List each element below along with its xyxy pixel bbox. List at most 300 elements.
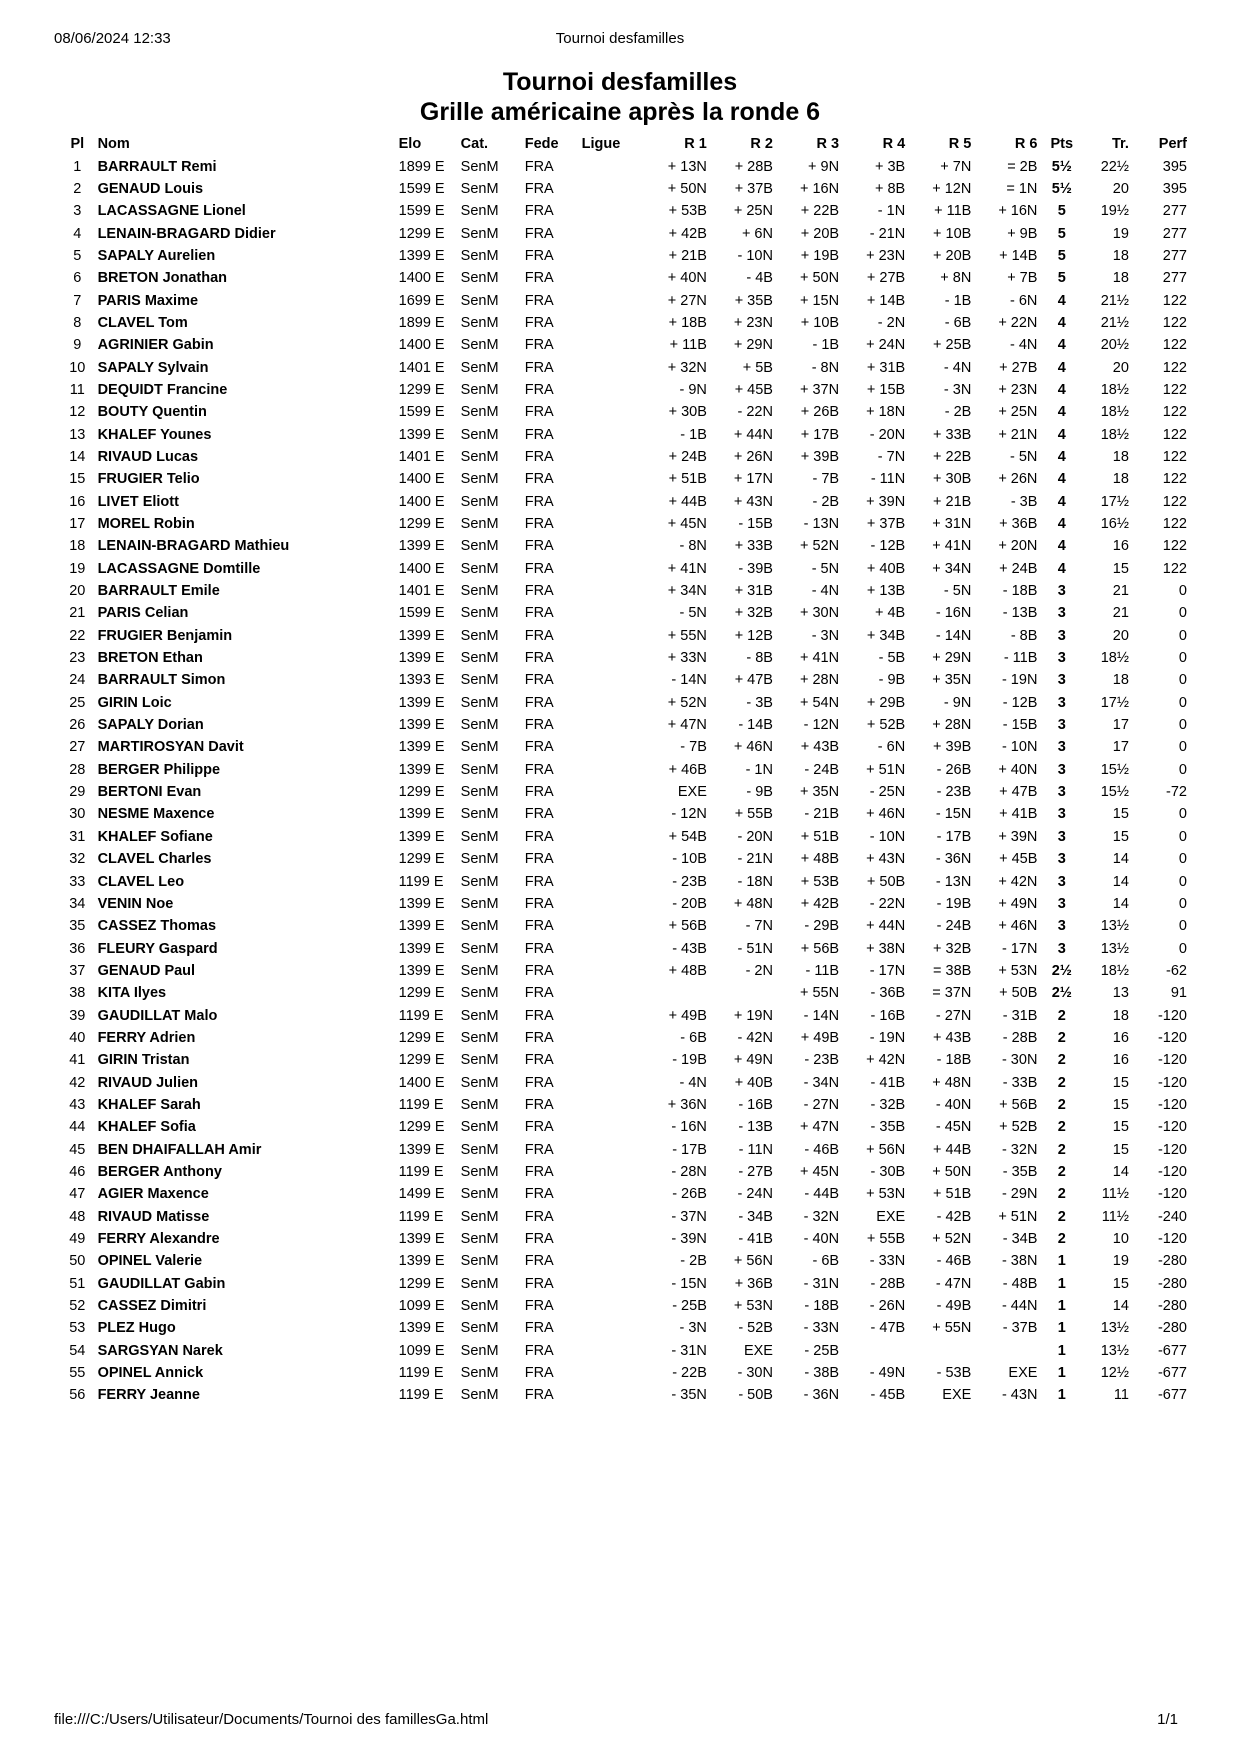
cell-league — [579, 1250, 644, 1272]
cell-tiebreak: 20 — [1112, 627, 1129, 644]
cell-place: 55 — [69, 1365, 86, 1382]
cell-category: SenM — [460, 717, 499, 734]
cell-round-5: + 25B — [933, 337, 972, 354]
cell-name: BARRAULT Simon — [97, 672, 226, 689]
table-row — [60, 937, 1190, 959]
cell-elo: 1399 E — [398, 694, 445, 711]
cell-round-2: + 6N — [741, 225, 773, 242]
table-row — [60, 155, 1190, 177]
cell-category: SenM — [460, 1208, 499, 1225]
cell-category: SenM — [460, 1253, 499, 1270]
cell-round-5: + 52N — [932, 1231, 972, 1248]
cell-performance: -677 — [1157, 1365, 1187, 1382]
table-row — [60, 222, 1190, 244]
cell-round-3: + 52N — [799, 538, 840, 555]
cell-round-6: - 33B — [1002, 1074, 1038, 1091]
cell-round-5: - 23B — [936, 784, 972, 801]
print-datetime: 08/06/2024 12:33 — [54, 30, 171, 47]
table-row — [60, 312, 1190, 334]
cell-league — [579, 1317, 644, 1339]
cell-league — [579, 982, 644, 1004]
cell-place: 21 — [69, 605, 86, 622]
cell-round-5: - 49B — [936, 1298, 972, 1315]
cell-round-4: - 12B — [870, 538, 906, 555]
cell-elo: 1899 E — [398, 314, 445, 331]
cell-elo: 1899 E — [398, 158, 445, 175]
cell-league — [579, 826, 644, 848]
cell-tiebreak: 15 — [1112, 1141, 1129, 1158]
cell-name: CLAVEL Leo — [97, 873, 185, 890]
cell-federation: FRA — [524, 940, 554, 957]
cell-round-5: + 20B — [933, 247, 972, 264]
cell-tiebreak: 15 — [1112, 828, 1129, 845]
cell-elo: 1399 E — [398, 806, 445, 823]
cell-round-5: + 48N — [932, 1074, 972, 1091]
cell-performance: -120 — [1157, 1007, 1187, 1024]
cell-round-4: - 35B — [870, 1119, 906, 1136]
cell-round-5: - 45N — [935, 1119, 972, 1136]
cell-tiebreak: 15½ — [1100, 784, 1129, 801]
cell-performance: 122 — [1162, 314, 1187, 331]
cell-points: 3 — [1057, 583, 1066, 600]
cell-elo: 1399 E — [398, 1320, 445, 1337]
cell-place: 24 — [69, 672, 86, 689]
cell-performance: -677 — [1157, 1342, 1187, 1359]
cell-federation: FRA — [524, 784, 554, 801]
cell-round-3: + 43B — [800, 739, 840, 756]
cell-place: 8 — [73, 314, 82, 331]
cell-place: 6 — [73, 270, 82, 287]
cell-round-4: - 25N — [869, 784, 906, 801]
cell-place: 40 — [69, 1029, 86, 1046]
table-row — [60, 714, 1190, 736]
cell-round-4: - 26N — [869, 1298, 906, 1315]
cell-elo: 1299 E — [398, 1052, 445, 1069]
cell-place: 18 — [69, 538, 86, 555]
cell-place: 32 — [69, 851, 86, 868]
table-row — [60, 423, 1190, 445]
cell-round-4: + 13B — [866, 583, 906, 600]
cell-federation: FRA — [524, 337, 554, 354]
cell-federation: FRA — [524, 895, 554, 912]
cell-performance: 0 — [1178, 761, 1187, 778]
cell-round-2: - 7N — [745, 918, 773, 935]
cell-round-2: - 4B — [746, 270, 773, 287]
cell-name: BRETON Jonathan — [97, 270, 228, 287]
cell-points: 4 — [1057, 493, 1066, 510]
col-pts-header: Pts — [1050, 136, 1074, 153]
cell-round-2: - 1N — [745, 761, 773, 778]
cell-round-4: - 11N — [870, 471, 906, 488]
cell-category: SenM — [460, 1007, 499, 1024]
cell-tiebreak: 21½ — [1100, 292, 1129, 309]
cell-place: 27 — [69, 739, 86, 756]
cell-performance: 122 — [1162, 426, 1187, 443]
cell-tiebreak: 20 — [1112, 180, 1129, 197]
cell-federation: FRA — [524, 1365, 554, 1382]
cell-round-6: - 48B — [1002, 1275, 1038, 1292]
cell-round-3: - 29B — [804, 918, 840, 935]
cell-round-5: - 2B — [944, 404, 972, 421]
cell-place: 51 — [69, 1275, 86, 1292]
cell-points: 2 — [1057, 1096, 1066, 1113]
cell-league — [579, 580, 644, 602]
cell-category: SenM — [460, 493, 499, 510]
cell-place: 29 — [69, 784, 86, 801]
cell-league — [579, 155, 644, 177]
cell-round-6: + 20N — [998, 538, 1038, 555]
cell-points: 3 — [1057, 918, 1066, 935]
cell-performance: 0 — [1178, 650, 1187, 667]
cell-federation: FRA — [524, 1342, 554, 1359]
cell-league — [579, 1071, 644, 1093]
cell-round-2: - 8B — [746, 650, 773, 667]
cell-round-6: - 17N — [1001, 940, 1038, 957]
cell-round-1: - 20B — [672, 895, 707, 912]
cell-elo: 1399 E — [398, 739, 445, 756]
cell-category: SenM — [460, 806, 499, 823]
cell-name: CASSEZ Dimitri — [97, 1298, 207, 1315]
cell-round-6: - 31B — [1002, 1007, 1038, 1024]
table-row — [60, 1384, 1190, 1406]
cell-federation: FRA — [524, 828, 554, 845]
cell-round-4: - 49N — [869, 1365, 906, 1382]
cell-round-3: + 45N — [799, 1163, 840, 1180]
cell-round-1: + 32N — [667, 359, 707, 376]
cell-round-2: - 20N — [737, 828, 773, 845]
cell-federation: FRA — [524, 761, 554, 778]
cell-federation: FRA — [524, 1275, 554, 1292]
cell-tiebreak: 18 — [1112, 448, 1129, 465]
cell-points: 4 — [1057, 292, 1066, 309]
cell-performance: -120 — [1157, 1029, 1187, 1046]
cell-place: 50 — [69, 1253, 86, 1270]
cell-place: 39 — [69, 1007, 86, 1024]
cell-round-4: + 43N — [866, 851, 906, 868]
col-elo-header: Elo — [398, 136, 422, 153]
cell-elo: 1599 E — [398, 605, 445, 622]
cell-league — [579, 960, 644, 982]
cell-tiebreak: 16½ — [1100, 516, 1129, 533]
cell-elo: 1399 E — [398, 828, 445, 845]
cell-category: SenM — [460, 359, 499, 376]
cell-performance: 0 — [1178, 605, 1187, 622]
cell-league — [579, 893, 644, 915]
table-row — [60, 625, 1190, 647]
cell-performance: 0 — [1178, 739, 1187, 756]
table-row — [60, 1094, 1190, 1116]
cell-points: 3 — [1057, 627, 1066, 644]
cell-points: 2 — [1057, 1052, 1066, 1069]
cell-federation: FRA — [524, 270, 554, 287]
cell-round-2: + 43N — [733, 493, 773, 510]
cell-round-4: - 21N — [869, 225, 906, 242]
cell-round-4: - 2N — [877, 314, 906, 331]
cell-name: LIVET Eliott — [97, 493, 179, 510]
cell-round-1: + 50N — [667, 180, 707, 197]
cell-round-1: - 7B — [680, 739, 707, 756]
table-row — [60, 267, 1190, 289]
cell-tiebreak: 20½ — [1100, 337, 1129, 354]
cell-round-1: - 9N — [679, 381, 707, 398]
col-tr-header: Tr. — [1112, 136, 1129, 153]
cell-elo: 1399 E — [398, 717, 445, 734]
cell-federation: FRA — [524, 314, 554, 331]
cell-place: 54 — [69, 1342, 86, 1359]
cell-performance: 0 — [1178, 627, 1187, 644]
cell-league — [579, 625, 644, 647]
cell-name: VENIN Noe — [97, 895, 174, 912]
page-subtitle: Grille américaine après la ronde 6 — [419, 98, 821, 126]
cell-round-1: + 40N — [667, 270, 707, 287]
cell-round-6: + 7B — [1007, 270, 1038, 287]
cell-round-3: + 55N — [799, 985, 840, 1002]
cell-round-2: + 46N — [733, 739, 773, 756]
standings-table — [60, 133, 1190, 1407]
cell-round-2: + 53N — [733, 1298, 773, 1315]
cell-round-3: + 22B — [800, 203, 840, 220]
cell-league — [579, 1183, 644, 1205]
cell-place: 15 — [69, 471, 86, 488]
cell-elo: 1599 E — [398, 203, 445, 220]
cell-round-5: + 55N — [932, 1320, 972, 1337]
cell-tiebreak: 18½ — [1100, 381, 1129, 398]
cell-tiebreak: 11 — [1113, 1387, 1129, 1404]
cell-federation: FRA — [524, 538, 554, 555]
cell-federation: FRA — [524, 1387, 554, 1404]
cell-federation: FRA — [524, 806, 554, 823]
cell-tiebreak: 15 — [1112, 1119, 1129, 1136]
table-row — [60, 446, 1190, 468]
cell-name: GIRIN Tristan — [97, 1052, 190, 1069]
table-row — [60, 1183, 1190, 1205]
cell-round-1: - 6B — [680, 1029, 707, 1046]
cell-name: BEN DHAIFALLAH Amir — [97, 1141, 262, 1158]
cell-federation: FRA — [524, 203, 554, 220]
col-fede-header: Fede — [524, 136, 559, 153]
cell-points: 5 — [1057, 270, 1066, 287]
cell-round-4 — [842, 1340, 908, 1362]
cell-league — [579, 781, 644, 803]
cell-round-1: - 10B — [672, 851, 707, 868]
cell-name: RIVAUD Matisse — [97, 1208, 210, 1225]
cell-round-1: + 42B — [668, 225, 707, 242]
cell-round-2: - 51N — [737, 940, 773, 957]
cell-federation: FRA — [524, 717, 554, 734]
cell-round-1: - 15N — [671, 1275, 707, 1292]
cell-category: SenM — [460, 426, 499, 443]
cell-round-6: + 56B — [999, 1096, 1038, 1113]
col-r4-header: R 4 — [882, 136, 906, 153]
cell-points: 3 — [1057, 873, 1066, 890]
cell-round-2: - 39B — [738, 560, 773, 577]
cell-round-1: + 34N — [667, 583, 707, 600]
cell-federation: FRA — [524, 1253, 554, 1270]
col-r1-header: R 1 — [684, 136, 707, 153]
cell-points: 2 — [1057, 1141, 1066, 1158]
cell-federation: FRA — [524, 739, 554, 756]
cell-category: SenM — [460, 627, 499, 644]
cell-round-4: - 41B — [870, 1074, 906, 1091]
cell-place: 48 — [69, 1208, 86, 1225]
cell-round-1: - 37N — [671, 1208, 707, 1225]
cell-round-5: EXE — [942, 1387, 972, 1404]
cell-elo: 1299 E — [398, 381, 445, 398]
cell-elo: 1399 E — [398, 940, 445, 957]
cell-round-5: - 19B — [936, 895, 972, 912]
cell-round-3: - 36N — [803, 1387, 840, 1404]
cell-name: FERRY Alexandre — [97, 1231, 220, 1248]
cell-category: SenM — [460, 203, 499, 220]
cell-performance: 91 — [1170, 985, 1187, 1002]
cell-name: BOUTY Quentin — [97, 404, 207, 421]
cell-tiebreak: 16 — [1112, 1029, 1129, 1046]
cell-league — [579, 1273, 644, 1295]
cell-round-6: - 29N — [1001, 1186, 1038, 1203]
cell-league — [579, 200, 644, 222]
cell-round-5: - 18B — [936, 1052, 972, 1069]
cell-round-1: + 21B — [668, 247, 707, 264]
cell-round-2: + 19N — [733, 1007, 773, 1024]
cell-league — [579, 1228, 644, 1250]
table-row — [60, 558, 1190, 580]
cell-performance: -280 — [1157, 1298, 1187, 1315]
cell-league — [579, 289, 644, 311]
cell-federation: FRA — [524, 627, 554, 644]
cell-round-2: + 37B — [734, 180, 773, 197]
cell-round-6: + 39N — [998, 828, 1038, 845]
cell-round-5: + 22B — [933, 448, 972, 465]
cell-round-6: EXE — [1008, 1365, 1038, 1382]
cell-round-2 — [710, 982, 776, 1004]
cell-league — [579, 915, 644, 937]
cell-points: 4 — [1057, 426, 1066, 443]
cell-category: SenM — [460, 404, 499, 421]
cell-round-2: + 29N — [733, 337, 773, 354]
cell-round-6: = 1N — [1006, 180, 1038, 197]
cell-category: SenM — [460, 1320, 499, 1337]
cell-performance: 395 — [1162, 158, 1187, 175]
cell-points: 3 — [1057, 605, 1066, 622]
table-row — [60, 334, 1190, 356]
table-row — [60, 781, 1190, 803]
cell-round-6: - 6N — [1010, 292, 1038, 309]
cell-category: SenM — [460, 314, 499, 331]
cell-round-6: + 49N — [998, 895, 1038, 912]
cell-round-5: + 10B — [933, 225, 972, 242]
cell-tiebreak: 21 — [1112, 605, 1129, 622]
cell-league — [579, 870, 644, 892]
cell-name: BERGER Anthony — [97, 1163, 222, 1180]
cell-points: 2 — [1057, 1007, 1066, 1024]
cell-round-2: - 13B — [738, 1119, 773, 1136]
cell-round-6: + 51N — [998, 1208, 1038, 1225]
cell-category: SenM — [460, 1231, 499, 1248]
cell-federation: FRA — [524, 426, 554, 443]
cell-round-3: - 5N — [811, 560, 840, 577]
cell-category: SenM — [460, 1052, 499, 1069]
cell-round-6: + 53N — [998, 962, 1038, 979]
cell-round-1: + 11B — [669, 337, 707, 354]
cell-round-6: + 40N — [998, 761, 1038, 778]
cell-tiebreak: 18½ — [1100, 962, 1129, 979]
cell-round-5: - 1B — [944, 292, 972, 309]
cell-league — [579, 602, 644, 624]
cell-round-4: + 38N — [866, 940, 906, 957]
cell-league — [579, 401, 644, 423]
table-row — [60, 759, 1190, 781]
cell-elo: 1299 E — [398, 851, 445, 868]
cell-name: MOREL Robin — [97, 516, 195, 533]
cell-round-6: + 9B — [1007, 225, 1038, 242]
cell-round-1: + 46B — [668, 761, 707, 778]
cell-federation: FRA — [524, 694, 554, 711]
cell-name: FRUGIER Telio — [97, 471, 200, 488]
cell-round-1: + 48B — [668, 962, 707, 979]
cell-place: 26 — [69, 717, 86, 734]
cell-round-6: - 35B — [1002, 1163, 1038, 1180]
cell-points: 2½ — [1051, 985, 1072, 1002]
cell-elo: 1299 E — [398, 784, 445, 801]
cell-performance: 0 — [1178, 895, 1187, 912]
cell-name: KHALEF Sofia — [97, 1119, 196, 1136]
cell-elo: 1299 E — [398, 516, 445, 533]
cell-tiebreak: 20 — [1112, 359, 1129, 376]
table-row — [60, 1206, 1190, 1228]
cell-round-1: + 53B — [668, 203, 707, 220]
cell-tiebreak: 18½ — [1100, 404, 1129, 421]
cell-round-6: - 12B — [1002, 694, 1038, 711]
cell-category: SenM — [460, 158, 499, 175]
cell-name: FERRY Jeanne — [97, 1387, 200, 1404]
cell-place: 19 — [69, 560, 86, 577]
cell-round-6: + 27B — [999, 359, 1038, 376]
cell-round-1: - 31N — [671, 1342, 707, 1359]
cell-round-2: - 42N — [737, 1029, 773, 1046]
cell-category: SenM — [460, 1141, 499, 1158]
cell-tiebreak: 19 — [1112, 1253, 1129, 1270]
cell-performance: 277 — [1162, 270, 1187, 287]
cell-round-6: + 25N — [998, 404, 1038, 421]
cell-performance: -280 — [1157, 1320, 1187, 1337]
cell-round-3: - 2B — [812, 493, 840, 510]
cell-round-2: + 28B — [734, 158, 773, 175]
cell-name: LENAIN-BRAGARD Mathieu — [97, 538, 290, 555]
cell-performance: 0 — [1178, 828, 1187, 845]
cell-round-3: - 44B — [804, 1186, 840, 1203]
cell-points: 5 — [1057, 203, 1066, 220]
cell-round-1: + 13N — [667, 158, 707, 175]
cell-round-5: - 9N — [943, 694, 972, 711]
cell-round-3: - 1B — [812, 337, 840, 354]
cell-round-1: - 26B — [672, 1186, 707, 1203]
cell-round-1: + 24B — [668, 448, 707, 465]
cell-points: 4 — [1057, 471, 1066, 488]
cell-elo: 1199 E — [398, 1096, 444, 1113]
cell-round-5: - 36N — [935, 851, 972, 868]
cell-name: AGIER Maxence — [97, 1186, 209, 1203]
cell-round-3: - 23B — [804, 1052, 840, 1069]
cell-league — [579, 647, 644, 669]
cell-round-3: + 37N — [799, 381, 840, 398]
cell-round-2: + 32B — [734, 605, 773, 622]
table-row — [60, 893, 1190, 915]
cell-place: 42 — [69, 1074, 86, 1091]
cell-place: 35 — [69, 918, 86, 935]
cell-performance: 122 — [1162, 337, 1187, 354]
cell-round-6: + 46N — [998, 918, 1038, 935]
cell-round-5: - 53B — [936, 1365, 972, 1382]
